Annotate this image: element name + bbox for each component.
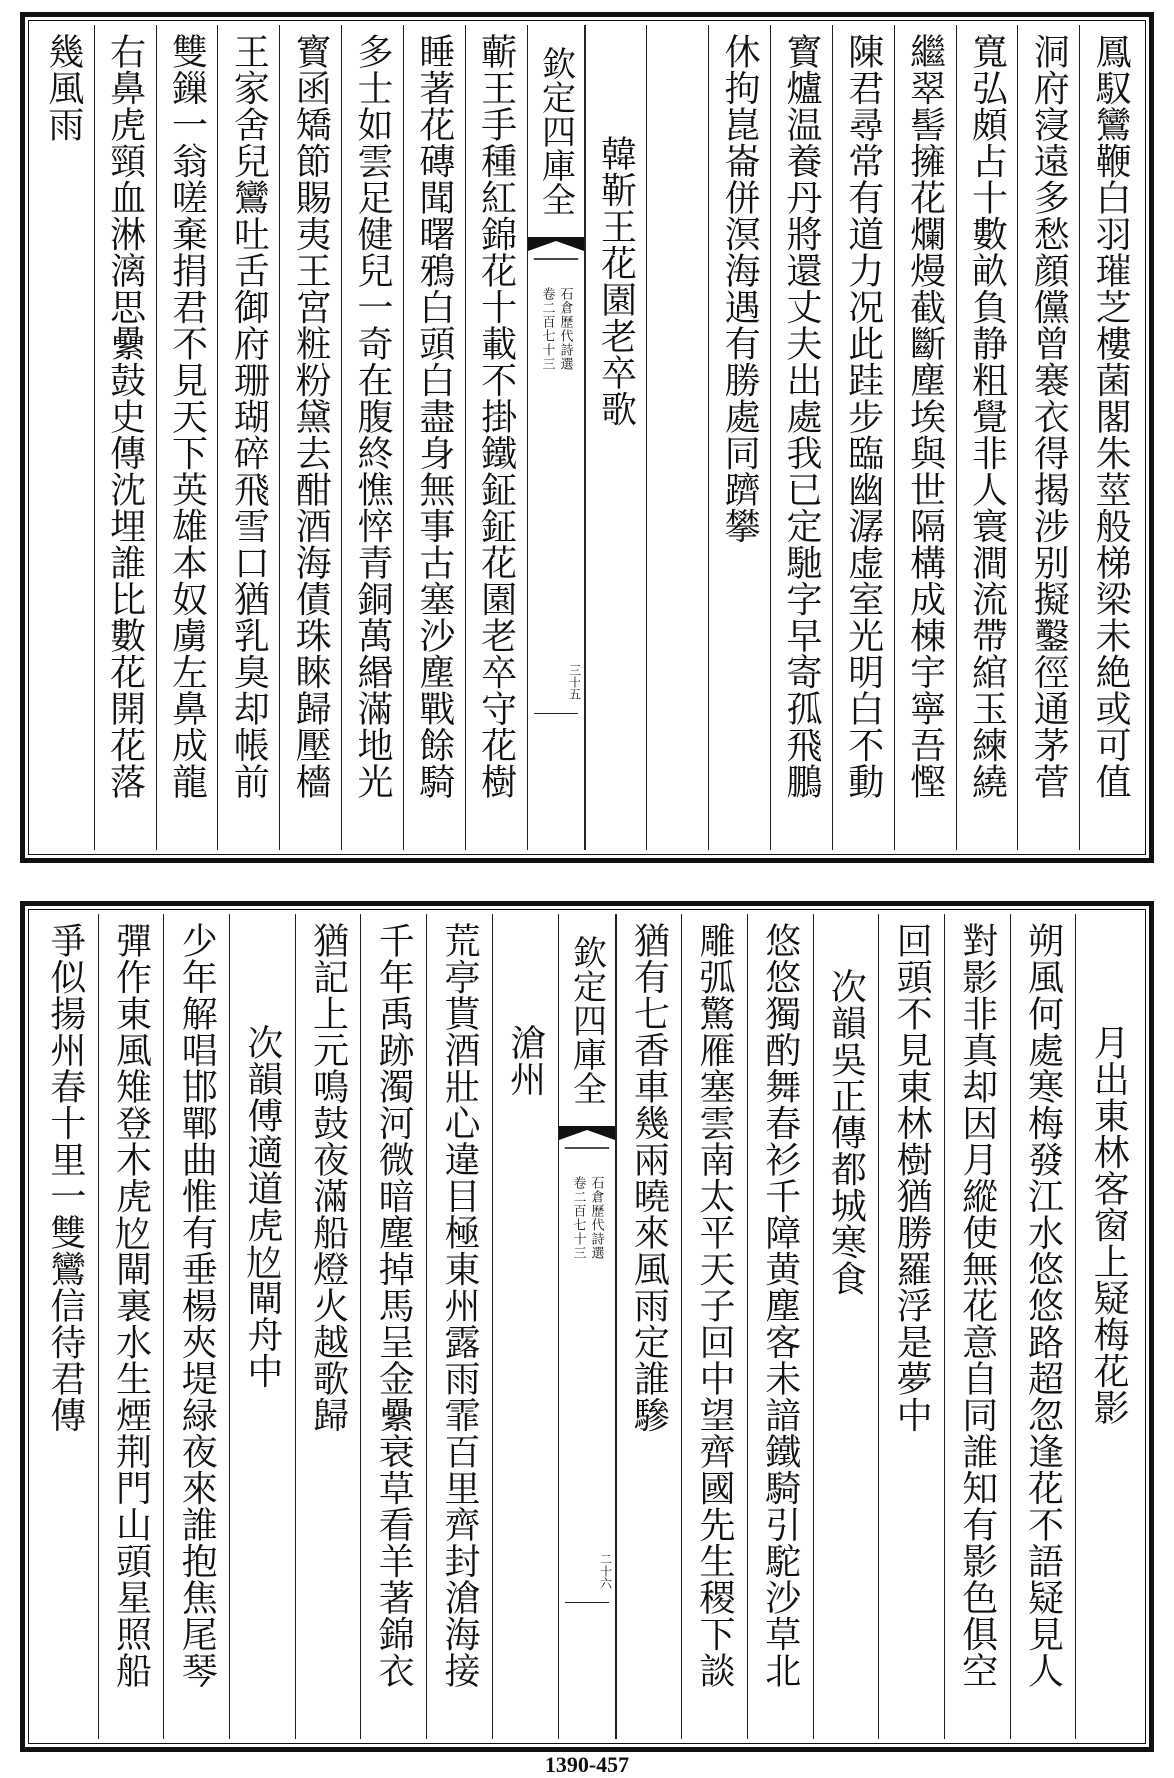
upper-page-text-column: 寳函矯節賜夷王宮粧粉黛去酣酒海債珠睞歸壓檣 [279, 25, 341, 850]
upper-page-text-column: 蘄王手種紅錦花十載不掛鐵鉦鉦花園老卒守花樹 [465, 25, 527, 850]
upper-page-book-title: 欽定四庫全 [535, 46, 576, 216]
upper-page-volume-caption-line: 卷二百七十三 [539, 287, 555, 371]
lower-page-text-column: 爭似揚州春十里一雙鸞信待君傳 [44, 922, 86, 1433]
upper-page-text-column: 寳爐温養丹將還丈夫出處我已定馳字早寄孤飛鵬 [770, 25, 832, 850]
lower-page-text-column: 千年禹跡濁河微暗塵掉馬呈金纍衰草看羊著錦衣 [360, 914, 426, 1739]
upper-page-leaf-number: 三十五 [567, 664, 582, 700]
lower-page-text-column: 猶記上元鳴鼓夜滿船燈火越歌歸 [295, 914, 361, 1739]
upper-page-frame [20, 12, 1154, 863]
lower-page-text-column: 回頭不見東林樹猶勝羅浮是夢中 [878, 914, 944, 1739]
upper-page-text-column: 休拘崑崙併溟海遇有勝處同躋攀 [708, 25, 770, 850]
lower-page-text-column: 朔風何處寒梅發江水悠悠路超忽逢花不語疑見人 [1010, 914, 1076, 1739]
upper-page-text-column: 睡著花磚聞曙鴉白頭白盡身無事古塞沙塵戰餘騎 [403, 25, 465, 850]
lower-page-columns [33, 914, 1141, 1739]
upper-page-text-column: 韓靳王花園老卒歌 [585, 25, 647, 850]
upper-page-columns [33, 25, 1141, 850]
upper-page-text-column: 繼翠髻擁花爛熳截斷塵埃與世隔構成棟宇寧吾慳 [894, 25, 956, 850]
upper-page-center-margin [527, 25, 585, 850]
lower-page-leaf-number: 二十六 [598, 1553, 613, 1589]
upper-page-fishtail-mark-icon [528, 237, 584, 283]
lower-page-volume-caption-line: 石倉歷代詩選 [588, 1176, 604, 1260]
lower-page-frame [20, 901, 1154, 1752]
lower-page-center-margin [558, 914, 616, 1739]
upper-page-text-column: 寬弘頗占十數畝負静粗覺非人寰澗流帶綰玉練繞 [956, 25, 1018, 850]
upper-page-text-column: 王家舍兒鸞吐舌御府珊瑚碎飛雪口猶乳臭却帳前 [217, 25, 279, 850]
upper-page-volume-caption-line: 石倉歷代詩選 [557, 287, 573, 371]
upper-page-text-column: 多士如雲足健兒一奇在腹終憔悴青銅萬緡滿地光 [341, 25, 403, 850]
upper-page-text-column: 洞府寖遠多愁顔儻曾褰衣得揭涉别擬鑿徑通茅菅 [1017, 25, 1079, 850]
upper-page-center-rule [534, 713, 578, 714]
lower-page-volume-caption [559, 1176, 615, 1260]
lower-page-book-title: 欽定四庫全 [566, 935, 607, 1105]
upper-page-text-column: 陳君尋常有道力况此跬步臨幽潺虚室光明白不動 [832, 25, 894, 850]
lower-page-text-column: 次韻傅適道虎𡯌閘舟中 [229, 914, 295, 1739]
lower-page-text-column: 滄州 [492, 914, 558, 1739]
footer-page-reference: 1390-457 [544, 1752, 630, 1777]
upper-page-text-column [646, 25, 708, 850]
lower-page-fishtail-mark-icon [559, 1126, 615, 1172]
lower-page-text-column: 少年解唱邯鄲曲惟有垂楊夾堤緑夜來誰抱焦尾琴 [163, 914, 229, 1739]
upper-page-text-column: 右鼻虎頸血淋漓思纍鼓史傳沈埋誰比數花開花落 [94, 25, 156, 850]
lower-page-text-column: 月出東林客窗上疑梅花影 [1075, 914, 1141, 1739]
upper-page-volume-caption [528, 287, 584, 371]
lower-page-text-column: 悠悠獨酌舞春衫千障黄塵客未諳鐵騎引駝沙草北 [747, 914, 813, 1739]
lower-page-text-column: 對影非真却因月縱使無花意自同誰知有影色俱空 [944, 914, 1010, 1739]
lower-page [0, 889, 1174, 1778]
upper-page-text-column: 幾風雨 [42, 33, 84, 143]
lower-page-center-rule [565, 1602, 609, 1603]
upper-page-text-column: 鳳馭鸞鞭白羽璀芝樓菌閣朱莖般梯梁未絶或可值 [1079, 25, 1141, 850]
lower-page-text-column: 荒亭貰酒壯心違目極東州露雨霏百里齊封滄海接 [426, 914, 492, 1739]
lower-page-text-column: 猶有七香車幾兩曉來風雨定誰驂 [616, 914, 682, 1739]
lower-page-text-column: 彈作東風雉登木虎𡯌閘裏水生煙荆門山頭星照船 [98, 914, 164, 1739]
lower-page-text-column: 雕弧驚雁塞雲南太平天子回中望齊國先生稷下談 [681, 914, 747, 1739]
lower-page-volume-caption-line: 卷二百七十三 [570, 1176, 586, 1260]
upper-page-text-column: 雙鏁一翁嗟棄捐君不見天下英雄本奴虜左鼻成龍 [156, 25, 218, 850]
lower-page-text-column: 次韻吳正傳都城寒食 [813, 914, 879, 1739]
